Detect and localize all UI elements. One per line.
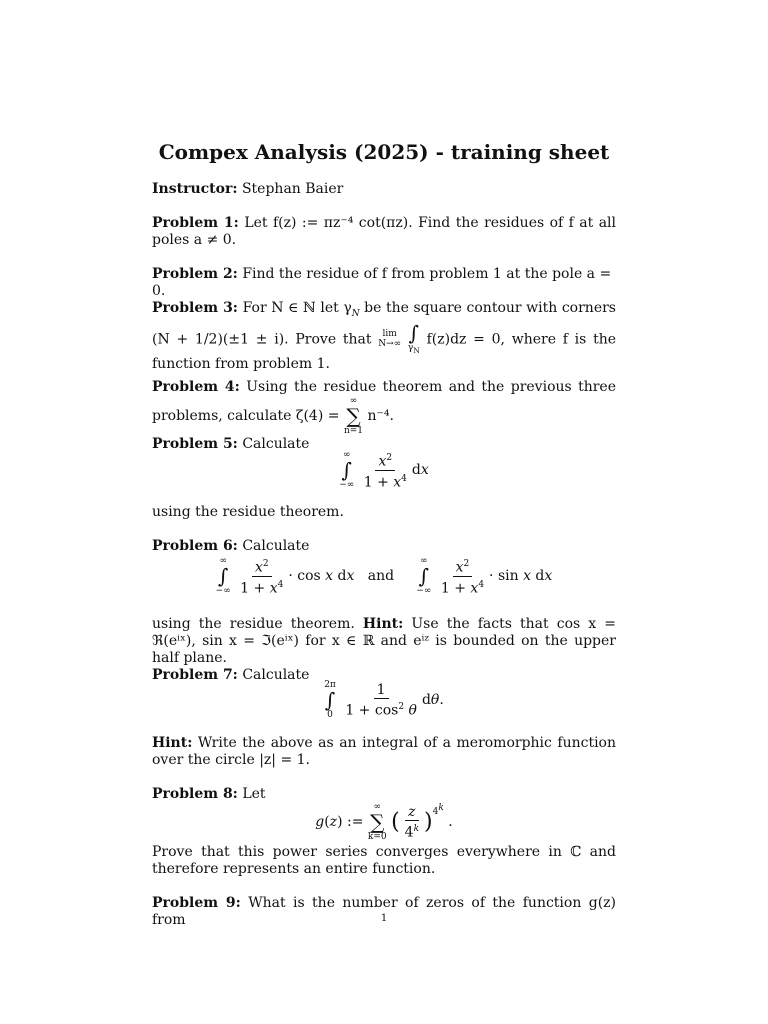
integral-symbol: ∞ ∫ −∞ bbox=[416, 556, 432, 597]
problem-7-text: Calculate bbox=[242, 667, 310, 683]
problem-7-integral: 2π ∫ 0 $\frac{1}{1 + \cos^2 \theta}$ dθ. bbox=[324, 680, 444, 720]
problem-5-text: Calculate bbox=[242, 436, 310, 452]
integral-symbol: 2π ∫ 0 bbox=[324, 680, 336, 720]
fraction: $\frac{x^2}{1 + x^4}$ bbox=[438, 556, 487, 596]
problem-4-label: Problem 4: bbox=[152, 379, 240, 395]
problem-4-text-a: Using the residue theorem and the previous three problems, calculate ζ(4) = bbox=[152, 379, 616, 424]
and-word: and bbox=[367, 568, 395, 585]
sum-symbol: ∞ ∑ n=1 bbox=[343, 396, 364, 436]
problem-2-text: Find the residue of f from problem 1 at the pole a = 0. bbox=[152, 266, 612, 299]
fraction: $\frac{z}{4^k}$ bbox=[404, 803, 420, 841]
problem-8-label: Problem 8: bbox=[152, 786, 238, 802]
problem-6-hint: Use the facts that cos x = ℜ(eⁱˣ), sin x = ℑ(eⁱˣ) for x ∈ ℝ and eⁱᶻ is bounded on the upper half plane. bbox=[152, 616, 616, 666]
instructor-label: Instructor: bbox=[152, 181, 238, 197]
instructor-line bbox=[152, 181, 616, 198]
problem-7-label: Problem 7: bbox=[152, 667, 238, 683]
problem-2 bbox=[152, 266, 616, 300]
problem-9-label: Problem 9: bbox=[152, 895, 241, 911]
problem-3-label: Problem 3: bbox=[152, 300, 238, 316]
integral-symbol: ∞ ∫ −∞ bbox=[339, 450, 355, 491]
problem-8-after: Prove that this power series converges everywhere in ℂ and therefore represents an entire function. bbox=[152, 844, 616, 877]
fraction: $\frac{x^2}{1 + x^4}$ bbox=[361, 450, 410, 490]
problem-6-text: Calculate bbox=[242, 538, 310, 554]
problem-3-text-c: f(z)dz = 0, where f is the function from problem 1. bbox=[152, 331, 616, 372]
problem-6-after bbox=[152, 616, 616, 667]
problem-5-after: using the residue theorem. bbox=[152, 504, 344, 520]
problem-8-text: Let bbox=[242, 786, 266, 802]
problem-6-integrals: ∞ ∫ −∞ $\frac{x^2}{1 + x^4}$ · cos x dx and ∞ ∫ −∞ $\frac{x^2}{1 + x^4}$ · sin x dx bbox=[215, 556, 553, 597]
problem-2-label: Problem 2: bbox=[152, 266, 238, 282]
instructor-name: Stephan Baier bbox=[241, 181, 344, 197]
problem-4 bbox=[152, 379, 616, 436]
problem-7-hint-text: Write the above as an integral of a meromorphic function over the circle |z| = 1. bbox=[152, 735, 617, 768]
fraction: $\frac{1}{1 + \cos^2 \theta}$ bbox=[345, 681, 417, 719]
problem-1-text: Let f(z) := πz⁻⁴ cot(πz). Find the residues of f at all poles a ≠ 0. bbox=[152, 215, 616, 248]
problem-6 bbox=[152, 538, 616, 555]
problem-6-after-text: using the residue theorem. bbox=[152, 616, 355, 632]
problem-3-text-a: For N ∈ ℕ let γ bbox=[242, 300, 352, 316]
fraction: $\frac{x^2}{1 + x^4}$ bbox=[237, 556, 286, 596]
problem-7-hint bbox=[152, 735, 616, 769]
problem-6-hint-label: Hint: bbox=[362, 616, 404, 632]
problem-5-label: Problem 5: bbox=[152, 436, 238, 452]
problem-5-integral: ∞ ∫ −∞ $\frac{x^2}{1 + x^4}$ dx bbox=[339, 450, 429, 491]
problem-4-text-b: n⁻⁴. bbox=[367, 408, 394, 424]
problem-7-hint-label: Hint: bbox=[152, 735, 193, 751]
problem-3: Problem 3: For N ∈ ℕ let $\gamma_N$ be the square contour with corners (N + 1/2)(±1 ± i). Prove that lim N→∞ ∫ $\gamma_N$ f(z)dz = 0, where f is the function from problem 1. bbox=[152, 300, 616, 372]
page-title: Compex Analysis (2025) - training sheet bbox=[158, 140, 610, 164]
problem-6-label: Problem 6: bbox=[152, 538, 238, 554]
integral-symbol: ∞ ∫ −∞ bbox=[215, 556, 231, 597]
page-number: 1 bbox=[380, 913, 388, 924]
contour-integral-symbol: ∫ $\gamma_N$ bbox=[407, 320, 420, 355]
problem-9-text: What is the number of zeros of the function g(z) from bbox=[152, 895, 617, 928]
limit-symbol: lim N→∞ bbox=[378, 329, 402, 350]
problem-1 bbox=[152, 215, 616, 249]
problem-8-series: g(z) := ∞ ∑ k=0 ( $\frac{z}{4^k}$ )$^{4^k}$ . bbox=[315, 802, 453, 842]
sum-symbol: ∞ ∑ k=0 bbox=[367, 802, 387, 842]
problem-1-label: Problem 1: bbox=[152, 215, 239, 231]
problem-3-text-b: be the square contour with corners (N + 1/2)(±1 ± i). Prove that bbox=[152, 300, 616, 348]
